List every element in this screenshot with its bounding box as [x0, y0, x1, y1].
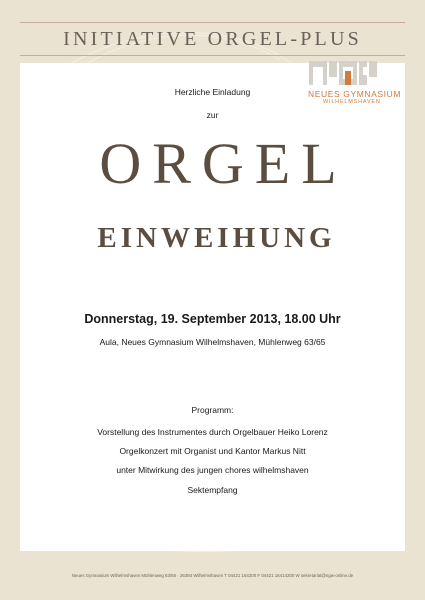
- program-item: unter Mitwirkung des jungen chores wilhelmshaven: [116, 465, 309, 475]
- program-item: Orgelkonzert mit Organist und Kantor Markus Nitt: [119, 446, 306, 456]
- logo-school-name: NEUES GYMNASIUM: [308, 89, 402, 99]
- footer-contact: Neues Gymnasium Wilhelmshaven Mühlenweg 63/65 · 26384 Wilhelmshaven T 04421 164200 F 04421 16414200 W sekretariat@ngw-online.de: [71, 573, 354, 578]
- program-item: Vorstellung des Instrumentes durch Orgelbauer Heiko Lorenz: [97, 427, 328, 437]
- header-bottom-rule: [20, 55, 405, 56]
- invitation-connector: zur: [206, 110, 219, 120]
- program-item: Sektempfang: [187, 485, 238, 495]
- logo-city: WILHELMSHAVEN: [323, 99, 381, 105]
- program-heading: Programm:: [191, 405, 234, 415]
- invitation-intro: Herzliche Einladung: [174, 87, 251, 97]
- title-main: ORGEL: [99, 131, 348, 196]
- title-sub: EINWEIHUNG: [97, 222, 336, 254]
- header-top-rule: [20, 22, 405, 23]
- header-title: INITIATIVE ORGEL-PLUS: [63, 28, 362, 50]
- event-address: Aula, Neues Gymnasium Wilhelmshaven, Mühlenweg 63/65: [99, 337, 326, 347]
- event-date: Donnerstag, 19. September 2013, 18.00 Uhr: [84, 312, 341, 326]
